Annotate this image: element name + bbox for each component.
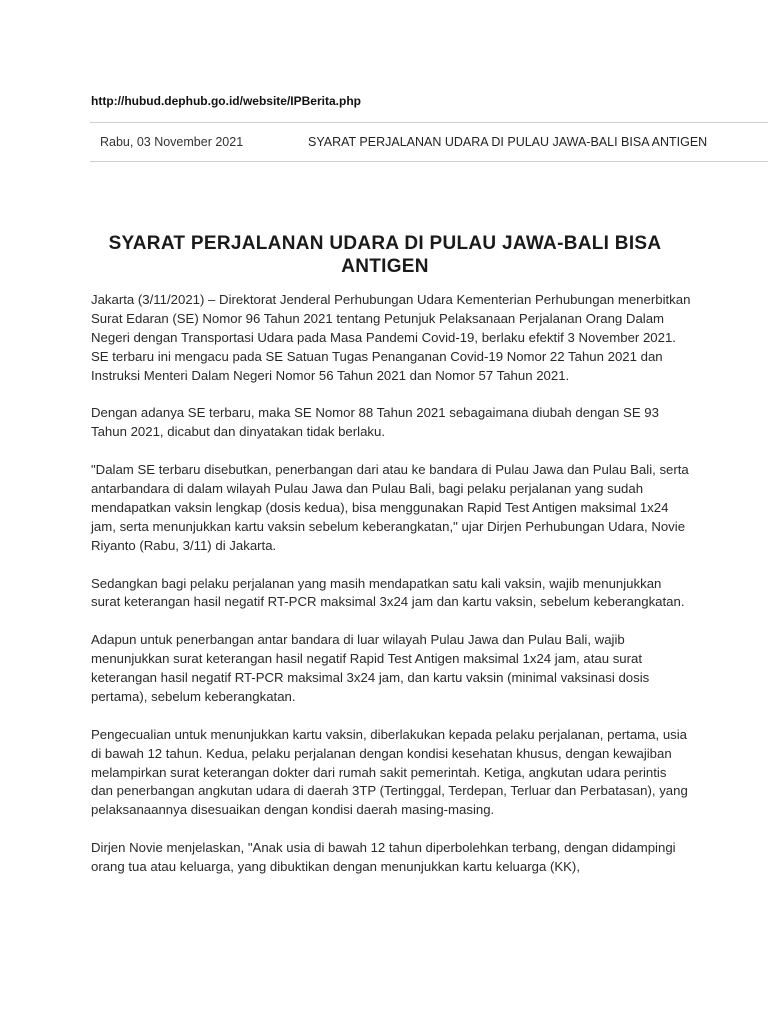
article-paragraph: Dengan adanya SE terbaru, maka SE Nomor 88 Tahun 2021 sebagaimana diubah dengan SE 93 Tahun 2021, dicabut dan dinyatakan tidak berlaku.: [91, 405, 659, 440]
article-paragraph: Pengecualian untuk menunjukkan kartu vaksin, diberlakukan kepada pelaku perjalanan, pertama, usia di bawah 12 tahun. Kedua, pelaku perjalanan dengan kondisi kesehatan khusus, dengan kewajiban melampirkan surat keterangan dokter dari rumah sakit pemerintah. Ketiga, angkutan udara perintis dan penerbangan angkutan udara di daerah 3TP (Tertinggal, Terdepan, Terluar dan Perbatasan), yang pelaksanaannya disesuaikan dengan kondisi daerah masing-masing.: [91, 726, 688, 818]
article-paragraph: Dirjen Novie menjelaskan, "Anak usia di bawah 12 tahun diperbolehkan terbang, dengan didampingi orang tua atau keluarga, yang dibuktikan dengan menunjukkan kartu keluarga (KK),: [91, 840, 676, 875]
article-paragraph: Jakarta (3/11/2021) – Direktorat Jenderal Perhubungan Udara Kementerian Perhubungan menerbitkan Surat Edaran (SE) Nomor 96 Tahun 2021 tentang Petunjuk Pelaksanaan Perjalanan Orang Dalam Negeri dengan Transportasi Udara pada Masa Pandemi Covid-19, berlaku efektif 3 November 2021. SE terbaru ini mengacu pada SE Satuan Tugas Penanganan Covid-19 Nomor 22 Tahun 2021 dan Instruksi Menteri Dalam Negeri Nomor 56 Tahun 2021 dan Nomor 57 Tahun 2021.: [91, 292, 691, 383]
article-header-bar: [90, 122, 768, 162]
header-date: Rabu, 03 November 2021: [100, 135, 244, 149]
source-url: http://hubud.dephub.go.id/website/IPBerita.php: [91, 94, 361, 108]
article-body: [91, 291, 691, 896]
article-paragraph: "Dalam SE terbaru disebutkan, penerbangan dari atau ke bandara di Pulau Jawa dan Pulau Bali, serta antarbandara di dalam wilayah Pulau Jawa dan Pulau Bali, bagi pelaku perjalanan yang sudah mendapatkan vaksin lengkap (dosis kedua), bisa menggunakan Rapid Test Antigen maksimal 1x24 jam, serta menunjukkan kartu vaksin sebelum keberangkatan," ujar Dirjen Perhubungan Udara, Novie Riyanto (Rabu, 3/11) di Jakarta.: [91, 462, 689, 553]
article-paragraph: Adapun untuk penerbangan antar bandara di luar wilayah Pulau Jawa dan Pulau Bali, wajib menunjukkan surat keterangan hasil negatif Rapid Test Antigen maksimal 1x24 jam, atau surat keterangan hasil negatif RT-PCR maksimal 3x24 jam, dan kartu vaksin (minimal vaksinasi dosis pertama), sebelum keberangkatan.: [91, 632, 650, 704]
header-title: SYARAT PERJALANAN UDARA DI PULAU JAWA-BALI BISA ANTIGEN: [308, 135, 708, 149]
article-title: SYARAT PERJALANAN UDARA DI PULAU JAWA-BALI BISA ANTIGEN: [108, 233, 662, 277]
article-paragraph: Sedangkan bagi pelaku perjalanan yang masih mendapatkan satu kali vaksin, wajib menunjukkan surat keterangan hasil negatif RT-PCR maksimal 3x24 jam dan kartu vaksin, sebelum keberangkatan.: [91, 575, 685, 610]
